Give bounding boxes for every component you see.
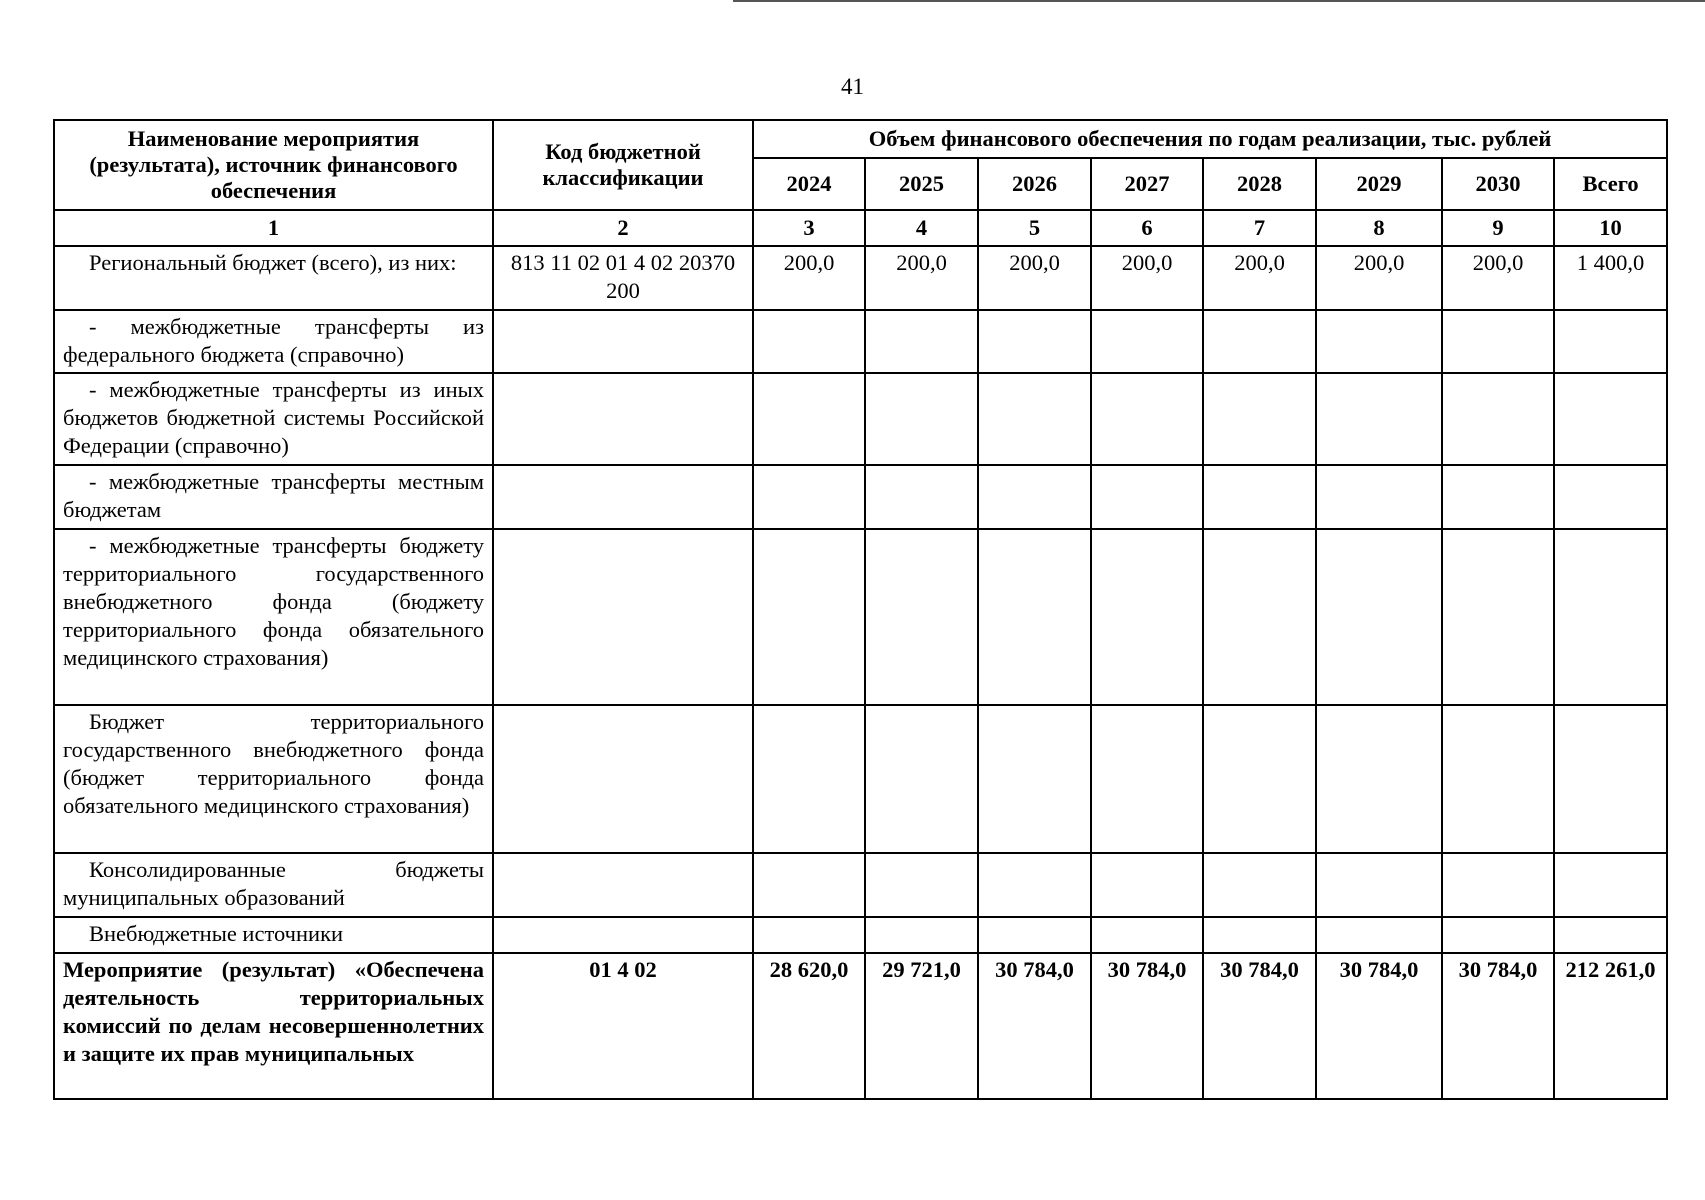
value-2029 — [1316, 310, 1442, 373]
header-year-2027: 2027 — [1091, 158, 1203, 210]
value-total: 1 400,0 — [1554, 246, 1667, 310]
value-total — [1554, 310, 1667, 373]
row-name: - межбюджетные трансферты бюджету территориального государственного внебюджетного фонда (бюджету территориального фонда обязательного медицинского страхования) — [54, 529, 493, 705]
value-2026: 30 784,0 — [978, 953, 1091, 1099]
value-2029 — [1316, 917, 1442, 953]
value-total — [1554, 529, 1667, 705]
header-row-1 — [54, 120, 1667, 158]
value-2025 — [865, 310, 978, 373]
row-code — [493, 310, 753, 373]
value-2026 — [978, 705, 1091, 853]
row-name: Мероприятие (результат) «Обеспечена деятельность территориальных комиссий по делам несовершеннолетних и защите их прав муниципальных — [54, 953, 493, 1099]
value-2026 — [978, 310, 1091, 373]
row-code — [493, 853, 753, 917]
header-year-2025: 2025 — [865, 158, 978, 210]
value-2025 — [865, 465, 978, 529]
table-row-federal-transfers — [54, 310, 1667, 373]
value-2024: 200,0 — [753, 246, 865, 310]
value-total — [1554, 465, 1667, 529]
column-number: 1 — [54, 210, 493, 246]
row-code — [493, 917, 753, 953]
column-number: 6 — [1091, 210, 1203, 246]
value-2026: 200,0 — [978, 246, 1091, 310]
row-name: - межбюджетные трансферты из иных бюджетов бюджетной системы Российской Федерации (справочно) — [54, 373, 493, 465]
value-2027 — [1091, 310, 1203, 373]
table-row-local-budgets-transfers — [54, 465, 1667, 529]
value-2028: 200,0 — [1203, 246, 1316, 310]
header-volume-group: Объем финансового обеспечения по годам реализации, тыс. рублей — [753, 120, 1667, 158]
value-2024 — [753, 310, 865, 373]
value-2030 — [1442, 853, 1554, 917]
value-2028 — [1203, 917, 1316, 953]
column-numbers-row — [54, 210, 1667, 246]
top-edge-rule — [733, 0, 1705, 2]
row-name: Региональный бюджет (всего), из них: — [54, 246, 493, 310]
row-name: Бюджет территориального государственного внебюджетного фонда (бюджет территориального фонда обязательного медицинского страхования) — [54, 705, 493, 853]
value-2030 — [1442, 465, 1554, 529]
value-2024: 28 620,0 — [753, 953, 865, 1099]
value-2026 — [978, 529, 1091, 705]
value-2029: 200,0 — [1316, 246, 1442, 310]
value-2024 — [753, 853, 865, 917]
row-code — [493, 373, 753, 465]
value-2027 — [1091, 529, 1203, 705]
table-row-fund-transfers — [54, 529, 1667, 705]
value-2027 — [1091, 917, 1203, 953]
value-2024 — [753, 705, 865, 853]
header-total: Всего — [1554, 158, 1667, 210]
table-row-regional-budget — [54, 246, 1667, 310]
value-2027: 30 784,0 — [1091, 953, 1203, 1099]
column-number: 2 — [493, 210, 753, 246]
column-number: 4 — [865, 210, 978, 246]
header-year-2030: 2030 — [1442, 158, 1554, 210]
value-2028 — [1203, 853, 1316, 917]
value-2025 — [865, 705, 978, 853]
row-code — [493, 465, 753, 529]
value-total — [1554, 373, 1667, 465]
column-number: 9 — [1442, 210, 1554, 246]
value-2028 — [1203, 310, 1316, 373]
value-2030 — [1442, 373, 1554, 465]
value-2027 — [1091, 465, 1203, 529]
column-number: 5 — [978, 210, 1091, 246]
row-name: - межбюджетные трансферты местным бюджетам — [54, 465, 493, 529]
value-2030 — [1442, 705, 1554, 853]
value-2024 — [753, 465, 865, 529]
value-2025: 200,0 — [865, 246, 978, 310]
value-total — [1554, 705, 1667, 853]
value-2030 — [1442, 917, 1554, 953]
row-name: Внебюджетные источники — [54, 917, 493, 953]
value-total: 212 261,0 — [1554, 953, 1667, 1099]
value-2025 — [865, 853, 978, 917]
table-row-fund-budget — [54, 705, 1667, 853]
table-row-extrabudgetary — [54, 917, 1667, 953]
header-code-column: Код бюджетной классификации — [493, 120, 753, 210]
table-row-other-budgets-transfers — [54, 373, 1667, 465]
value-2029 — [1316, 529, 1442, 705]
value-2028: 30 784,0 — [1203, 953, 1316, 1099]
value-2025: 29 721,0 — [865, 953, 978, 1099]
value-2025 — [865, 529, 978, 705]
value-2026 — [978, 853, 1091, 917]
value-2030: 30 784,0 — [1442, 953, 1554, 1099]
column-number: 7 — [1203, 210, 1316, 246]
value-2024 — [753, 529, 865, 705]
value-2025 — [865, 373, 978, 465]
header-year-2026: 2026 — [978, 158, 1091, 210]
value-total — [1554, 917, 1667, 953]
row-code: 813 11 02 01 4 02 20370 200 — [493, 246, 753, 310]
header-year-2029: 2029 — [1316, 158, 1442, 210]
value-2025 — [865, 917, 978, 953]
value-2029 — [1316, 373, 1442, 465]
value-2026 — [978, 373, 1091, 465]
value-2030: 200,0 — [1442, 246, 1554, 310]
value-2024 — [753, 917, 865, 953]
value-2026 — [978, 917, 1091, 953]
value-2028 — [1203, 705, 1316, 853]
value-2026 — [978, 465, 1091, 529]
row-code: 01 4 02 — [493, 953, 753, 1099]
financing-table — [53, 119, 1668, 1100]
table-row-measure — [54, 953, 1667, 1099]
value-2029: 30 784,0 — [1316, 953, 1442, 1099]
table-row-municipal-budgets — [54, 853, 1667, 917]
row-name: - межбюджетные трансферты из федерального бюджета (справочно) — [54, 310, 493, 373]
value-2028 — [1203, 529, 1316, 705]
value-2027 — [1091, 705, 1203, 853]
row-code — [493, 529, 753, 705]
row-name: Консолидированные бюджеты муниципальных образований — [54, 853, 493, 917]
value-2027 — [1091, 853, 1203, 917]
value-2029 — [1316, 705, 1442, 853]
value-2024 — [753, 373, 865, 465]
header-name-column: Наименование мероприятия (результата), источник финансового обеспечения — [54, 120, 493, 210]
column-number: 3 — [753, 210, 865, 246]
header-year-2024: 2024 — [753, 158, 865, 210]
value-2028 — [1203, 373, 1316, 465]
value-2028 — [1203, 465, 1316, 529]
value-2027: 200,0 — [1091, 246, 1203, 310]
value-2030 — [1442, 310, 1554, 373]
page-number: 41 — [841, 74, 864, 99]
value-2029 — [1316, 465, 1442, 529]
row-code — [493, 705, 753, 853]
value-2030 — [1442, 529, 1554, 705]
header-year-2028: 2028 — [1203, 158, 1316, 210]
value-total — [1554, 853, 1667, 917]
value-2029 — [1316, 853, 1442, 917]
column-number: 8 — [1316, 210, 1442, 246]
value-2027 — [1091, 373, 1203, 465]
column-number: 10 — [1554, 210, 1667, 246]
